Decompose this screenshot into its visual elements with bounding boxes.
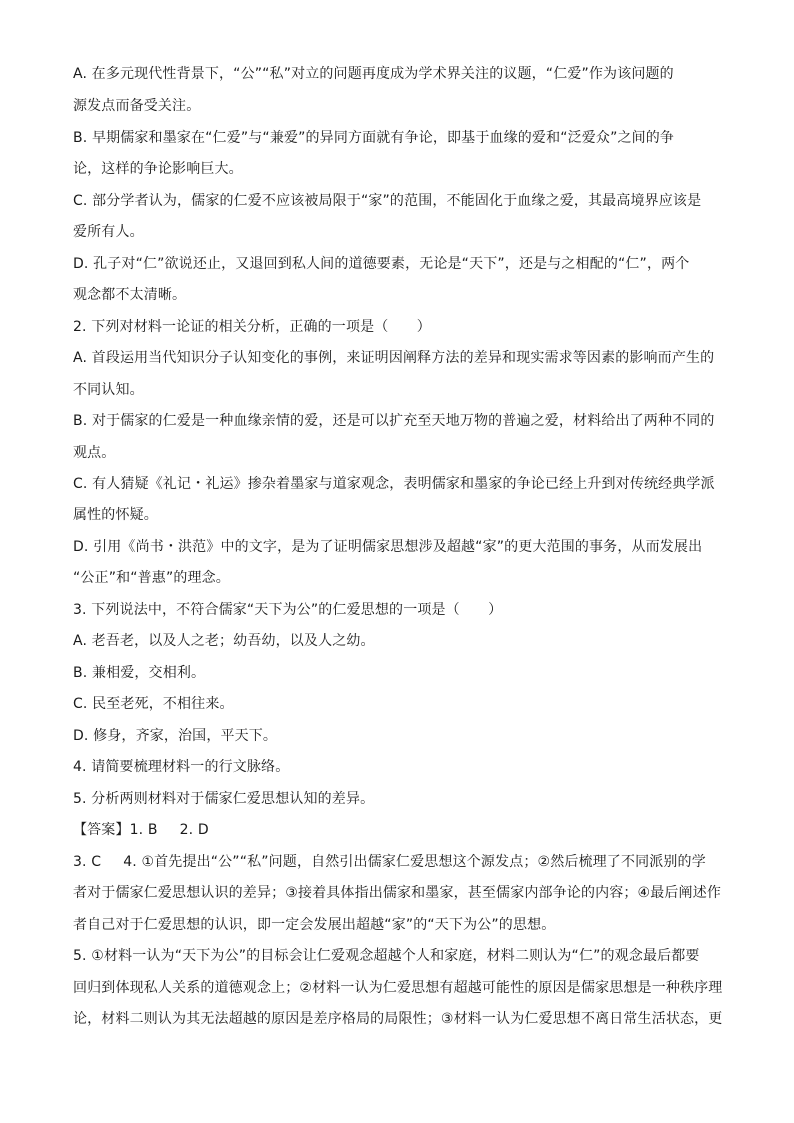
q1-option-d-line1: D. 孔子对“仁”欲说还止，又退回到私人间的道德要素，无论是“天下”，还是与之相配的“仁”，两个 xyxy=(73,256,690,272)
q3-option-b: B. 兼相爱，交相利。 xyxy=(73,665,206,681)
answer-4-line2: 者对于儒家仁爱思想认识的差异；③接着具体指出儒家和墨家，甚至儒家内部争论的内容；④最后阐述作 xyxy=(73,885,721,901)
answer-5-line1: 5. ①材料一认为“天下为公”的目标会让仁爱观念超越个人和家庭，材料二则认为“仁”的观念最后都要 xyxy=(73,948,700,964)
q1-option-b-line2: 论，这样的争论影响巨大。 xyxy=(73,161,243,177)
q4-stem: 4. 请简要梳理材料一的行文脉络。 xyxy=(73,759,290,775)
answer-1: 1. B xyxy=(129,822,158,838)
answer-4-line3: 者自己对于仁爱思想的认识，即一定会发展出超越“家”的“天下为公”的思想。 xyxy=(73,917,556,933)
answer-2: 2. D xyxy=(179,822,209,838)
answer-4-line1: 4. ①首先提出“公”“私”问题，自然引出儒家仁爱思想这个源发点；②然后梳理了不同派别的学 xyxy=(123,854,706,870)
q2-option-c-line2: 属性的怀疑。 xyxy=(73,507,158,523)
q1-option-c-line2: 爱所有人。 xyxy=(73,224,144,240)
q3-option-c: C. 民至老死，不相往来。 xyxy=(73,696,234,712)
q2-option-d-line1: D. 引用《尚书・洪范》中的文字，是为了证明儒家思想涉及超越“家”的更大范围的事务，从而发展出 xyxy=(73,539,703,555)
q2-option-a-line2: 不同认知。 xyxy=(73,382,144,398)
answer-line xyxy=(73,820,209,840)
q2-stem: 2. 下列对材料一论证的相关分析，正确的一项是（ ） xyxy=(73,319,431,335)
q2-option-b-line1: B. 对于儒家的仁爱是一种血缘亲情的爱，还是可以扩充至天地万物的普遍之爱，材料给出了两种不同的 xyxy=(73,413,715,429)
q3-stem: 3. 下列说法中，不符合儒家“天下为公”的仁爱思想的一项是（ ） xyxy=(73,602,503,618)
answer-5-line3: 论，材料二则认为其无法超越的原因是差序格局的局限性；③材料一认为仁爱思想不离日常生活状态，更 xyxy=(73,1011,723,1027)
q1-option-a-line2: 源发点而备受关注。 xyxy=(73,98,201,114)
q1-option-c-line1: C. 部分学者认为，儒家的仁爱不应该被局限于“家”的范围，不能固化于血缘之爱，其最高境界应该是 xyxy=(73,193,702,209)
q2-option-b-line2: 观点。 xyxy=(73,445,116,461)
answer-tag: 【答案】 xyxy=(73,822,130,838)
q1-option-b-line1: B. 早期儒家和墨家在“仁爱”与“兼爱”的异同方面就有争论，即基于血缘的爱和“泛爱众”之间的争 xyxy=(73,130,675,146)
q2-option-d-line2: “公正”和“普惠”的理念。 xyxy=(73,570,230,586)
answer-3: 3. C xyxy=(73,854,102,870)
q3-option-a: A. 老吾老，以及人之老；幼吾幼，以及人之幼。 xyxy=(73,633,375,649)
q5-stem: 5. 分析两则材料对于儒家仁爱思想认知的差异。 xyxy=(73,791,375,807)
q1-option-a-line1: A. 在多元现代性背景下，“公”“私”对立的问题再度成为学术界关注的议题，“仁爱”作为该问题的 xyxy=(73,66,674,82)
q3-option-d: D. 修身，齐家，治国，平天下。 xyxy=(73,728,278,744)
answer-3-4-line xyxy=(73,852,706,872)
q2-option-a-line1: A. 首段运用当代知识分子认知变化的事例，来证明因阐释方法的差异和现实需求等因素的影响而产生的 xyxy=(73,350,715,366)
q1-option-d-line2: 观念都不太清晰。 xyxy=(73,287,187,303)
answer-5-line2: 回归到体现私人关系的道德观念上；②材料一认为仁爱思想有超越可能性的原因是儒家思想是一种秩序理 xyxy=(73,980,723,996)
q2-option-c-line1: C. 有人猜疑《礼记・礼运》掺杂着墨家与道家观念，表明儒家和墨家的争论已经上升到对传统经典学派 xyxy=(73,476,715,492)
